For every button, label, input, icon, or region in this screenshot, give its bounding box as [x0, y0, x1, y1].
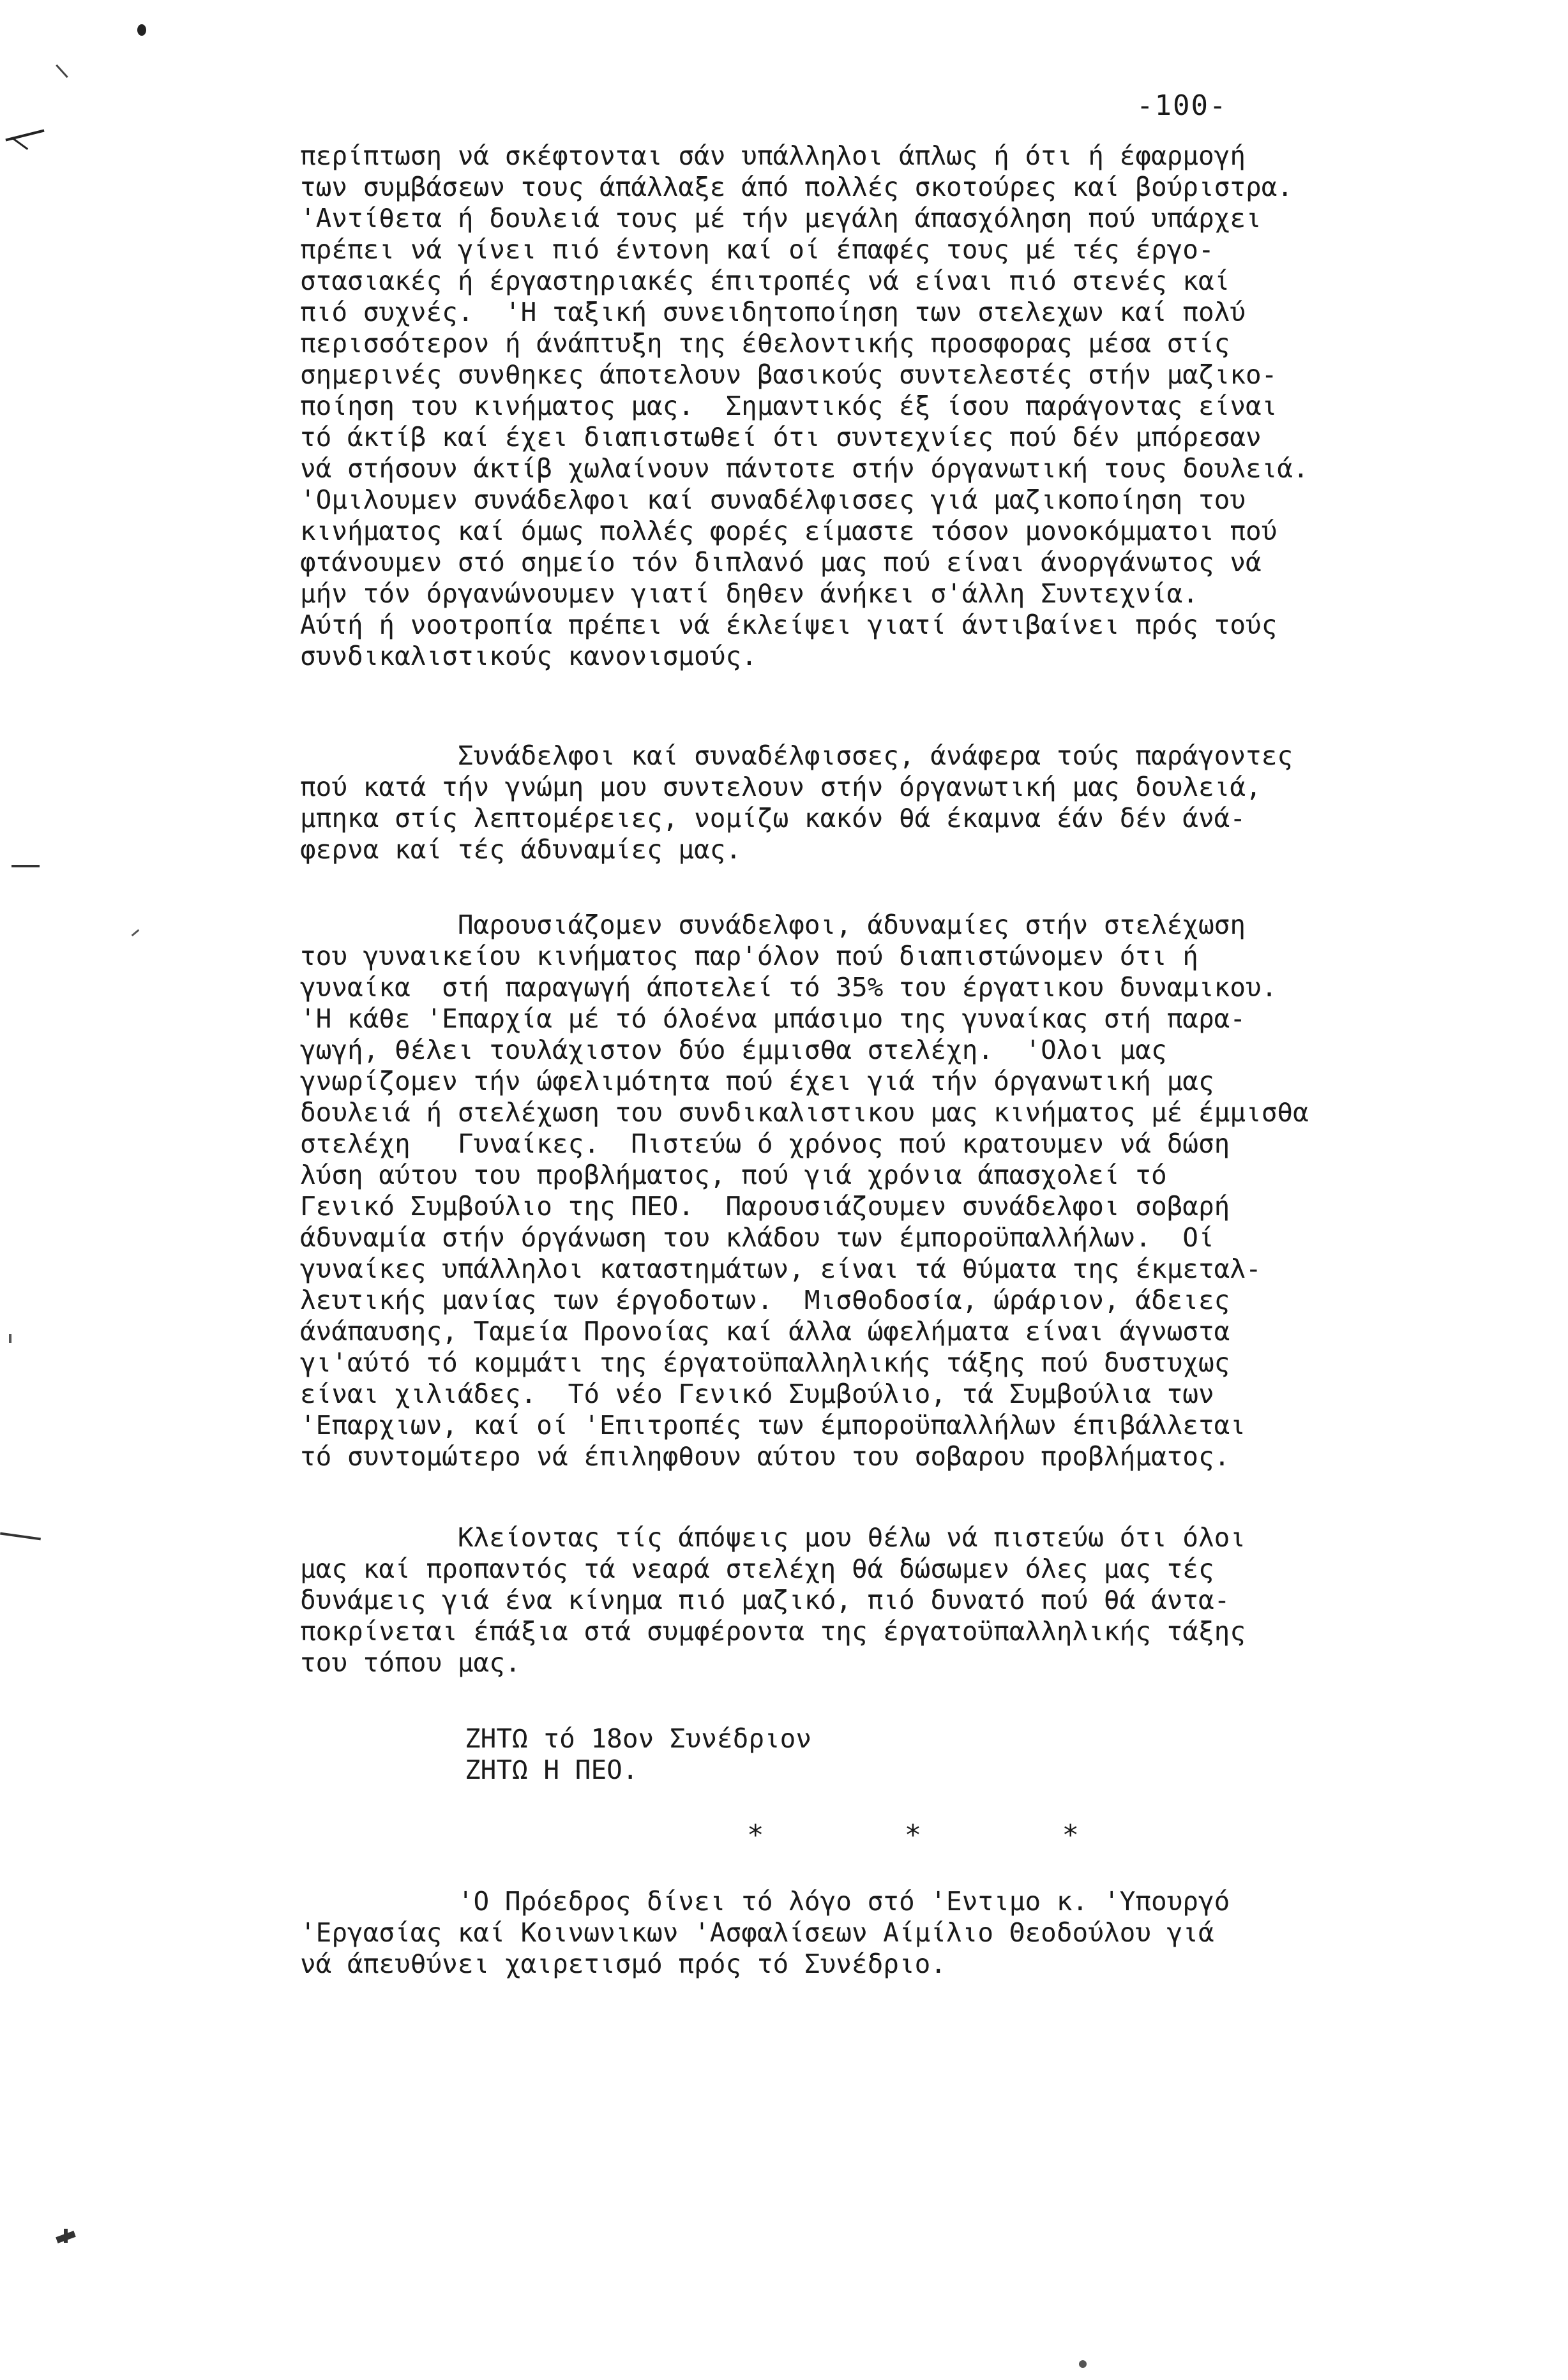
paragraph-5: 'Ο Πρόεδρος δίνει τό λόγο στό 'Εντιμο κ. 'Υπουργό 'Εργασίας καί Κοινωνικων 'Ασφαλίσεων Αίμίλιο Θεοδούλου γιά νά άπευθύνει χαιρετισμό πρός τό Συνέδριο.	[300, 1886, 1230, 1979]
paragraph-3: Παρουσιάζομεν συνάδελφοι, άδυναμίες στήν στελέχωση του γυναικείου κινήματος παρ'όλον πού διαπιστώνομεν ότι ή γυναίκα στή παραγωγή άποτελεί τό 35% του έργατικου δυναμικου. 'Η κάθε 'Επαρχία μέ τό όλοένα μπάσιμο της γυναίκας στή παρα- γωγή, θέλει τουλάχιστον δύο έμμισθα στελέχη. 'Ολοι μας γνωρίζομεν τήν ώφελιμότητα πού έχει γιά τήν όργανωτική μας δουλειά ή στελέχωση του συνδικαλιστικου μας κινήματος μέ έμμισθα στελέχη Γυναίκες. Πιστεύω ό χρόνος πού κρατουμεν νά δώση λύση αύτου του προβλήματος, πού γιά χρόνια άπασχολεί τό Γενικό Συμβούλιο της ΠΕΟ. Παρουσιάζουμεν συνάδελφοι σοβαρή άδυναμία στήν όργάνωση του κλάδου των έμποροϋπαλλήλων. Οί γυναίκες υπάλληλοι καταστημάτων, είναι τά θύματα της έκμεταλ- λευτικής μανίας των έργοδοτων. Μισθοδοσία, ώράριον, άδειες άνάπαυσης, Ταμεία Προνοίας καί άλλα ώφελήματα είναι άγνωστα γι'αύτό τό κομμάτι της έργατοϋπαλληλικής τάξης πού δυστυχως είναι χιλιάδες. Τό νέο Γενικό Συμβούλιο, τά Συμβούλια των 'Επαρχιων, καί οί 'Επιτροπές των έμποροϋπαλλήλων έπιβάλλεται τό συντομώτερο νά έπιληφθουν αύτου του σοβαρου προβλήματος.	[300, 909, 1309, 1472]
margin-mark	[64, 2229, 68, 2243]
separator-asterisk: *	[747, 1819, 764, 1852]
paragraph-2: Συνάδελφοι καί συναδέλφισσες, άνάφερα τούς παράγοντες πού κατά τήν γνώμη μου συντελουν στήν όργανωτική μας δουλειά, μπηκα στίς λεπτομέρειες, νομίζω κακόν θά έκαμνα έάν δέν άνά- φερνα καί τές άδυναμίες μας.	[300, 740, 1293, 865]
scan-speck	[137, 24, 146, 36]
scan-mark	[56, 64, 68, 78]
paragraph-4: Κλείοντας τίς άπόψεις μου θέλω νά πιστεύω ότι όλοι μας καί προπαντός τά νεαρά στελέχη θά δώσωμεν όλες μας τές δυνάμεις γιά ένα κίνημα πιό μαζικό, πιό δυνατό πού θά άντα- ποκρίνεται έπάξια στά συμφέροντα της έργατοϋπαλληλικής τάξης του τόπου μας.	[300, 1522, 1246, 1678]
page-number: -100-	[1136, 89, 1228, 122]
margin-mark	[11, 865, 40, 867]
margin-mark	[9, 1334, 11, 1343]
section-separator	[747, 1819, 1079, 1852]
margin-mark	[132, 929, 140, 936]
separator-asterisk: *	[904, 1819, 922, 1852]
scan-speck	[1079, 2360, 1087, 2368]
margin-mark	[0, 1532, 41, 1541]
paragraph-1: περίπτωση νά σκέφτονται σάν υπάλληλοι άπλως ή ότι ή έφαρμογή των συμβάσεων τους άπάλλαξε άπό πολλές σκοτούρες καί βούριστρα. 'Αντίθετα ή δουλειά τους μέ τήν μεγάλη άπασχόληση πού υπάρχει πρέπει νά γίνει πιό έντονη καί οί έπαφές τους μέ τές έργο- στασιακές ή έργαστηριακές έπιτροπές νά είναι πιό στενές καί πιό συχνές. 'Η ταξική συνειδητοποίηση των στελεχων καί πολύ περισσότερον ή άνάπτυξη της έθελοντικής προσφορας μέσα στίς σημερινές συνθηκες άποτελουν βασικούς συντελεστές στήν μαζικο- ποίηση του κινήματος μας. Σημαντικός έξ ίσου παράγοντας είναι τό άκτίβ καί έχει διαπιστωθεί ότι συντεχνίες πού δέν μπόρεσαν νά στήσουν άκτίβ χωλαίνουν πάντοτε στήν όργανωτική τους δουλειά. 'Ομιλουμεν συνάδελφοι καί συναδέλφισσες γιά μαζικοποίηση του κινήματος καί όμως πολλές φορές είμαστε τόσον μονοκόμματοι πού φτάνουμεν στό σημείο τόν διπλανό μας πού είναι άνοργάνωτος νά μήν τόν όργανώνουμεν γιατί δηθεν άνήκει σ'άλλη Συντεχνία. Αύτή ή νοοτροπία πρέπει νά έκλείψει γιατί άντιβαίνει πρός τούς συνδικαλιστικούς κανονισμούς.	[300, 140, 1309, 671]
margin-mark	[5, 130, 44, 142]
margin-mark	[13, 138, 28, 150]
closing-slogans: ΖΗΤΩ τό 18ον Συνέδριον ΖΗΤΩ Η ΠΕΟ.	[465, 1723, 812, 1785]
separator-asterisk: *	[1062, 1819, 1079, 1852]
